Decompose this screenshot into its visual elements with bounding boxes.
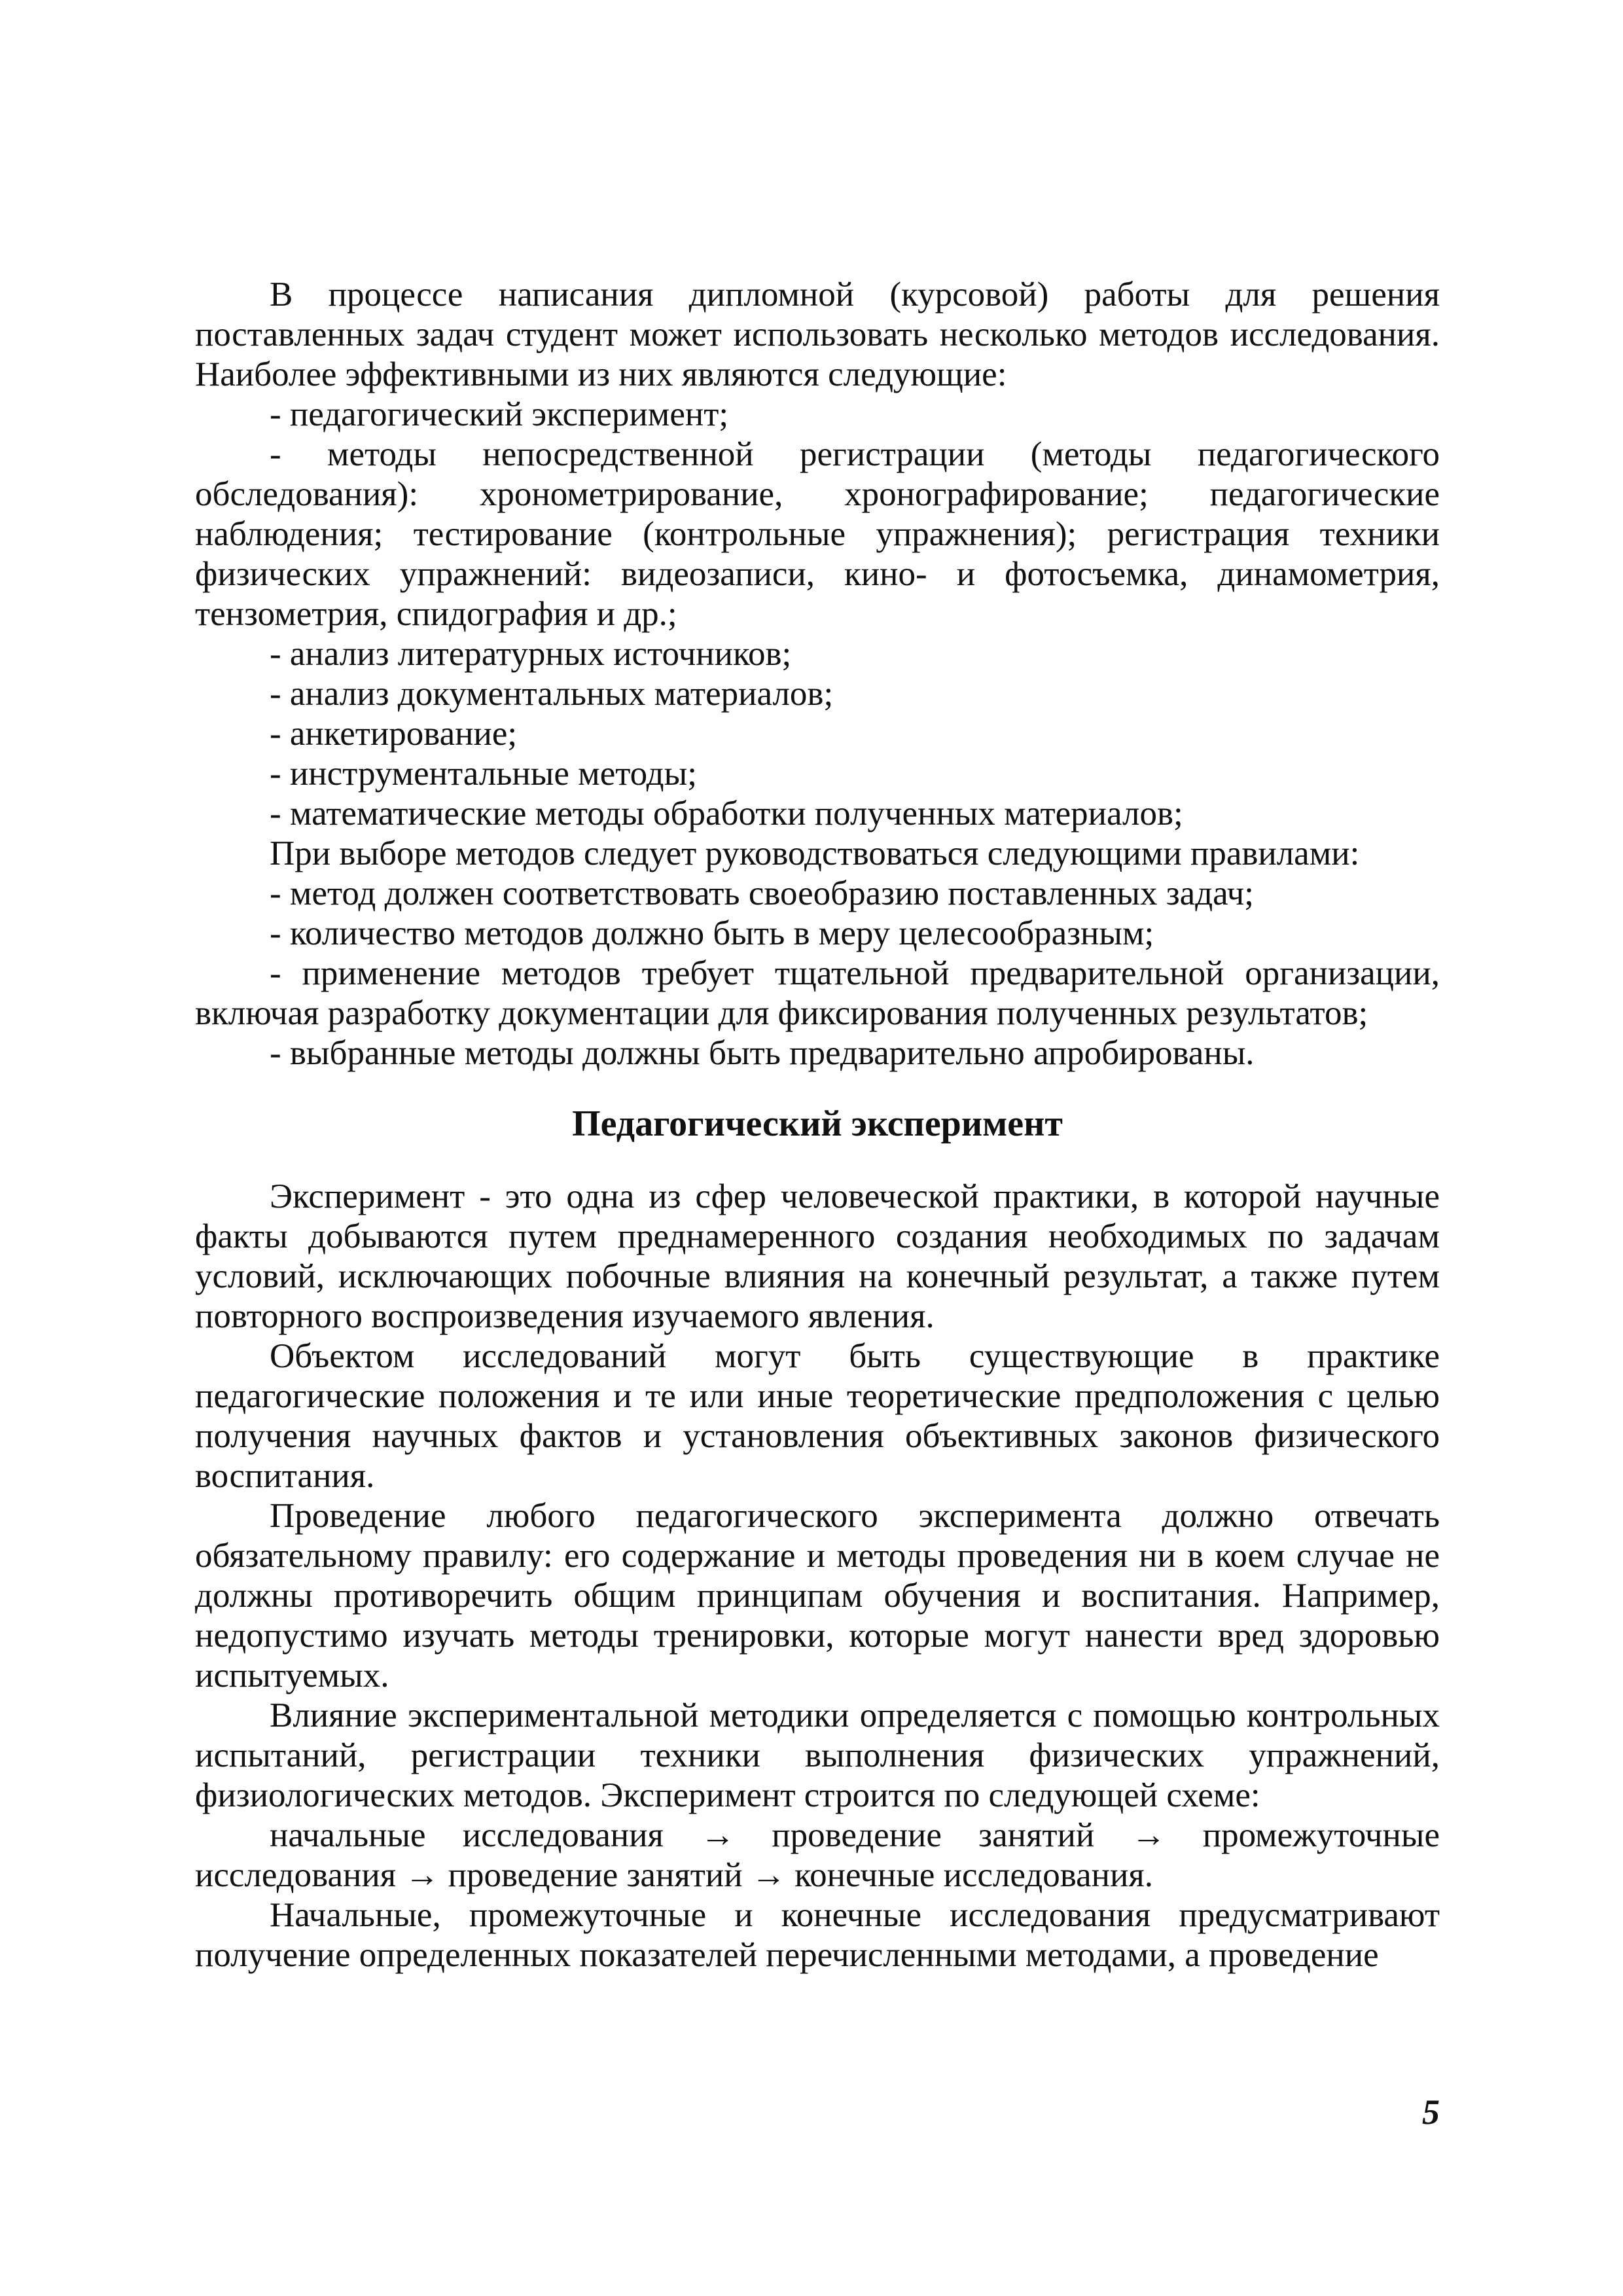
section-paragraph: Влияние экспериментальной методики определяется с помощью контрольных испытаний, регистрации техники выполнения физических упражнений, физиологических методов. Эксперимент строится по следующей схеме: [195, 1696, 1440, 1814]
section-heading: Педагогический эксперимент [572, 1103, 1063, 1144]
rules-intro: При выборе методов следует руководствоваться следующими правилами: [270, 834, 1360, 872]
intro-paragraph: В процессе написания дипломной (курсовой) работы для решения поставленных задач студент может использовать несколько методов исследования. Наиболее эффективными из них являются следующие: [195, 276, 1440, 393]
method-item: - анализ документальных материалов; [270, 675, 834, 713]
page-number: 5 [1422, 2092, 1440, 2132]
method-item: - анализ литературных источников; [270, 635, 792, 673]
page-text [195, 275, 1440, 1975]
section-paragraph: Эксперимент - это одна из сфер человеческой практики, в которой научные факты добываются путем преднамеренного создания необходимых по задачам условий, исключающих побочные влияния на конечный результат, а также путем повторного воспроизведения изучаемого явления. [195, 1177, 1440, 1335]
rule-item: - применение методов требует тщательной предварительной организации, включая разработку документации для фиксирования полученных результатов; [195, 954, 1440, 1032]
experiment-scheme: начальные исследования → проведение занятий → промежуточные исследования → проведение занятий → конечные исследования. [195, 1816, 1440, 1894]
method-item: - методы непосредственной регистрации (методы педагогического обследования): хронометрирование, хронографирование; педагогические наблюдения; тестирование (контрольные упражнения); регистрация техники физических упражнений: видеозаписи, кино- и фотосъемка, динамометрия, тензометрия, спидография и др.; [195, 435, 1440, 633]
rule-item: - выбранные методы должны быть предварительно апробированы. [270, 1034, 1255, 1072]
rule-item: - количество методов должно быть в меру целесообразным; [270, 914, 1154, 952]
section-paragraph: Объектом исследований могут быть существующие в практике педагогические положения и те или иные теоретические предположения с целью получения научных фактов и установления объективных законов физического воспитания. [195, 1337, 1440, 1495]
method-item: - инструментальные методы; [270, 755, 697, 793]
section-paragraph: Проведение любого педагогического эксперимента должно отвечать обязательному правилу: его содержание и методы проведения ни в коем случае не должны противоречить общим принципам обучения и воспитания. Например, недопустимо изучать методы тренировки, которые могут нанести вред здоровью испытуемых. [195, 1497, 1440, 1695]
rule-item: - метод должен соответствовать своеобразию поставленных задач; [270, 874, 1254, 912]
method-item: - педагогический эксперимент; [270, 395, 729, 433]
method-item: - математические методы обработки полученных материалов; [270, 795, 1183, 833]
method-item: - анкетирование; [270, 715, 518, 753]
section-paragraph: Начальные, промежуточные и конечные исследования предусматривают получение определенных показателей перечисленными методами, а проведение [195, 1896, 1440, 1974]
